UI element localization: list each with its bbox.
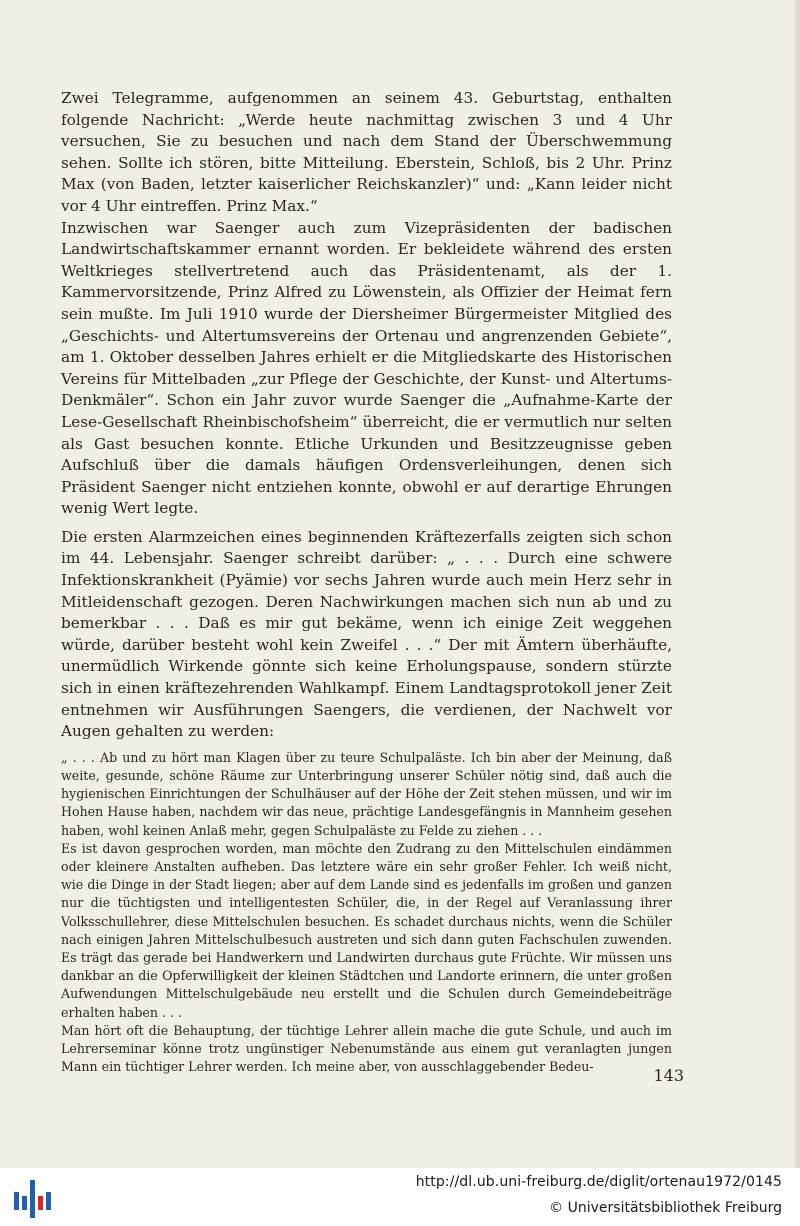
paragraph-telegrams: Zwei Telegramme, aufgenommen an seinem 43. Geburtstag, enthalten folgende Nachricht: „Werde heute nachmittag zwischen 3 und 4 Uhr versuchen, Sie zu besuchen und nach dem Stand der Überschwemmung sehen. Sollte ich stören, bitte Mitteilung. Eberstein, Schloß, bis 2 Uhr. Prinz Max (von Baden, letzter kaiserlicher Reichskanzler)“ und: „Kann leider nicht vor 4 Uhr eintreffen. Prinz Max.“	[61, 89, 672, 215]
quote-school-palaces: „ . . . Ab und zu hört man Klagen über zu teure Schulpaläste. Ich bin aber der Meinung, daß weite, gesunde, schöne Räume zur Unterbringung unserer Schüler nötig sind, daß auch die hygienischen Einrichtungen der Schulhäuser auf der Höhe der Zeit stehen müssen, und wir im Hohen Hause haben, nachdem wir das neue, prächtige Landesgefängnis in Mannheim gesehen haben, wohl keinen Anlaß mehr, gegen Schulpaläste zu Felde zu ziehen . . .	[61, 749, 672, 838]
paragraph-vice-president: Inzwischen war Saenger auch zum Vizepräsidenten der badischen Landwirtschaftskammer ernannt worden. Er bekleidete während des ersten Weltkrieges stellvertretend auch das Präsidentenamt, als der 1. Kammervorsitzende, Prinz Alfred zu Löwenstein, als Offizier der Heimat fern sein mußte. Im Juli 1910 wurde der Diersheimer Bürgermeister Mitglied des „Geschichts- und Altertumsvereins der Ortenau und angrenzenden Gebiete“, am 1. Oktober desselben Jahres erhielt er die Mitgliedskarte des Historischen Vereins für Mittelbaden „zur Pflege der Geschichte, der Kunst- und Altertums-Denkmäler“. Schon ein Jahr zuvor wurde Saenger die „Aufnahme-Karte der Lese-Gesellschaft Rheinbischofsheim“ überreicht, die er vermutlich nur selten als Gast besuchen konnte. Etliche Urkunden und Besitzzeugnisse geben Aufschluß über die damals häufigen Ordensverleihungen, denen sich Präsident Saenger nicht entziehen konnte, obwohl er auf derartige Ehrungen wenig Wert legte.	[61, 218, 672, 518]
copyright-text: © Universitätsbibliothek Freiburg	[549, 1200, 782, 1216]
source-url-link[interactable]: http://dl.ub.uni-freiburg.de/diglit/ortenau1972/0145	[415, 1174, 782, 1190]
ub-freiburg-logo-icon	[12, 1176, 52, 1220]
body-text	[61, 88, 672, 1076]
page-number: 143	[653, 1066, 684, 1085]
quote-middle-schools: Es ist davon gesprochen worden, man möchte den Zudrang zu den Mittelschulen eindämmen oder kleinere Anstalten aufheben. Das letztere wäre ein sehr großer Fehler. Ich weiß nicht, wie die Dinge in der Stadt liegen; aber auf dem Lande sind es jedenfalls im großen und ganzen nur die tüchtigsten und intelligentesten Schüler, die, in der Regel auf Veranlassung ihrer Volksschullehrer, diese Mittelschulen besuchen. Es schadet durchaus nichts, wenn die Schüler nach einigen Jahren Mittelschulbesuch austreten und sich dann guten Fachschulen zuwenden. Es trägt das gerade bei Handwerkern und Landwirten durchaus gute Früchte. Wir müssen uns dankbar an die Opferwilligkeit der kleinen Städtchen und Landorte erinnern, die unter großen Aufwendungen Mittelschulgebäude neu erstellt und die Schulen durch Gemeindebeiträge erhalten haben . . .	[61, 840, 672, 1020]
footer-bar	[0, 1168, 800, 1226]
quote-teacher: Man hört oft die Behauptung, der tüchtige Lehrer allein mache die gute Schule, und auch im Lehrerseminar könne trotz ungünstiger Nebenumstände aus einem gut veranlagten jungen Mann ein tüchtiger Lehrer werden. Ich meine aber, von ausschlaggebender Bedeu-	[61, 1022, 672, 1075]
page-edge	[794, 0, 800, 1168]
paragraph-alarm-signs: Die ersten Alarmzeichen eines beginnenden Kräftezerfalls zeigten sich schon im 44. Lebensjahr. Saenger schreibt darüber: „ . . . Durch eine schwere Infektionskrankheit (Pyämie) vor sechs Jahren wurde auch mein Herz sehr in Mitleidenschaft gezogen. Deren Nachwirkungen machen sich nun ab und zu bemerkbar . . . Daß es mir gut bekäme, wenn ich einige Zeit weggehen würde, darüber besteht wohl kein Zweifel . . .“ Der mit Ämtern überhäufte, unermüdlich Wirkende gönnte sich keine Erholungspause, sondern stürzte sich in einen kräftezehrenden Wahlkampf. Einem Landtagsprotokoll jener Zeit entnehmen wir Ausführungen Saengers, die verdienen, der Nachwelt vor Augen gehalten zu werden:	[61, 527, 672, 741]
